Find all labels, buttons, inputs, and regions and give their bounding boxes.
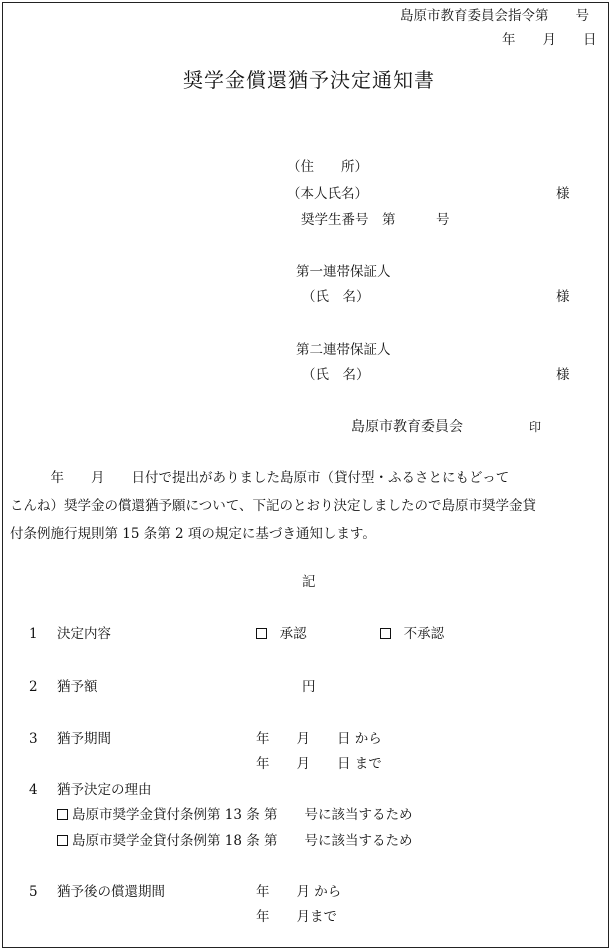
reason-option-18[interactable] bbox=[57, 835, 413, 849]
recipient-honorific: 様 bbox=[556, 186, 570, 202]
item1-label: 決定内容 bbox=[57, 626, 111, 642]
item5-label: 猶予後の償還期間 bbox=[57, 884, 165, 900]
guarantor1-heading: 第一連帯保証人 bbox=[296, 264, 391, 280]
deferment-from: 年 月 日 から bbox=[256, 731, 382, 747]
item1-number: 1 bbox=[29, 626, 38, 642]
repayment-to: 年 月まで bbox=[256, 909, 337, 925]
amount-unit: 円 bbox=[302, 679, 316, 695]
reason13-label: 島原市奨学金貸付条例第 13 条 第 号に該当するため bbox=[72, 807, 413, 823]
guarantor2-honorific: 様 bbox=[556, 367, 570, 383]
item4-label: 猶予決定の理由 bbox=[57, 782, 152, 798]
notice-body-line: 年 月 日付で提出がありました島原市（貸付型・ふるさとにもどって bbox=[10, 470, 510, 486]
reason18-checkbox[interactable] bbox=[57, 835, 68, 846]
item2-label: 猶予額 bbox=[57, 679, 98, 695]
item2-number: 2 bbox=[29, 679, 38, 695]
issue-date: 年 月 日 bbox=[502, 32, 597, 48]
notice-body-line: 付条例施行規則第 15 条第 2 項の規定に基づき通知します。 bbox=[10, 526, 376, 542]
item4-number: 4 bbox=[29, 782, 38, 798]
address-label: （住 所） bbox=[287, 159, 368, 175]
reject-checkbox[interactable] bbox=[380, 628, 391, 639]
ki-heading: 記 bbox=[302, 574, 316, 590]
item5-number: 5 bbox=[29, 884, 38, 900]
guarantor1-honorific: 様 bbox=[556, 289, 570, 305]
guarantor2-name-label: （氏 名） bbox=[302, 367, 370, 383]
reason-option-13[interactable] bbox=[57, 809, 413, 823]
guarantor2-heading: 第二連帯保証人 bbox=[296, 342, 391, 358]
reject-label: 不承認 bbox=[403, 626, 445, 642]
reason13-checkbox[interactable] bbox=[57, 809, 68, 820]
repayment-from: 年 月 から bbox=[256, 884, 342, 900]
deferment-to: 年 月 日 まで bbox=[256, 756, 382, 772]
item3-number: 3 bbox=[29, 731, 38, 747]
notice-body-line: こんね）奨学金の償還猶予願について、下記のとおり決定しましたので島原市奨学金貸 bbox=[10, 498, 536, 514]
reject-option[interactable] bbox=[380, 628, 444, 642]
item3-label: 猶予期間 bbox=[57, 731, 111, 747]
approve-checkbox[interactable] bbox=[256, 628, 267, 639]
seal-mark: 印 bbox=[529, 420, 542, 434]
approve-label: 承認 bbox=[279, 626, 307, 642]
order-number: 島原市教育委員会指令第 号 bbox=[400, 8, 589, 24]
notice-body bbox=[10, 464, 603, 548]
recipient-name-label: （本人氏名） bbox=[287, 186, 368, 202]
issuer-name: 島原市教育委員会 bbox=[351, 419, 463, 435]
approve-option[interactable] bbox=[256, 628, 307, 642]
reason18-label: 島原市奨学金貸付条例第 18 条 第 号に該当するため bbox=[72, 833, 413, 849]
student-number-label: 奨学生番号 第 号 bbox=[301, 212, 450, 228]
guarantor1-name-label: （氏 名） bbox=[302, 289, 370, 305]
document-title: 奨学金償還猶予決定通知書 bbox=[183, 68, 435, 92]
